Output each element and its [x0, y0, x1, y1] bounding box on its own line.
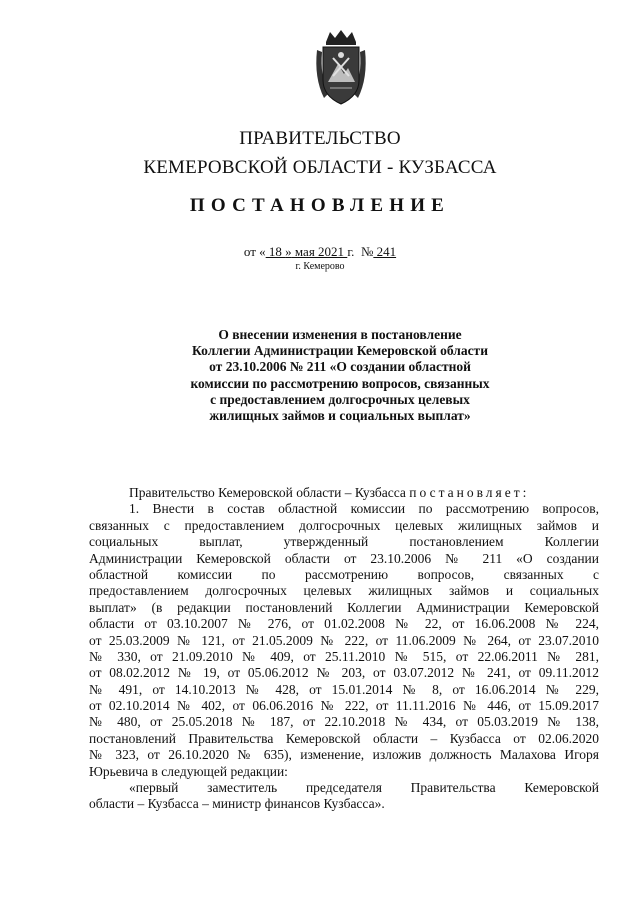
government-title-line2: КЕМЕРОВСКОЙ ОБЛАСТИ - КУЗБАССА: [143, 157, 497, 178]
intro-text: Правительство Кемеровской области – Кузбасса: [129, 485, 410, 500]
body-line: № 330, от 21.09.2010 № 409, от 25.11.2010 № 515, от 22.06.2011 № 281,: [89, 648, 599, 664]
quote-line: «первый заместитель председателя Правительства Кемеровской: [129, 780, 599, 796]
intro-spaced-verb: постановляет:: [409, 485, 530, 500]
date-prefix: от «: [243, 244, 266, 259]
document-body: [89, 485, 599, 813]
city-label: г. Кемерово: [295, 261, 345, 272]
kemerovo-coat-of-arms-icon: [312, 28, 370, 110]
document-number: 241: [373, 244, 397, 259]
body-line: областной комиссии по рассмотрению вопросов, связанных с: [89, 566, 599, 582]
title-line: от 23.10.2006 № 211 «О создании областной: [209, 359, 471, 375]
body-line: Юрьевича в следующей редакции:: [89, 763, 288, 779]
quote-line: области – Кузбасса – министр финансов Кузбасса».: [89, 796, 385, 812]
body-line: № 480, от 25.05.2018 № 187, от 22.10.2018 № 434, от 05.03.2019 № 138,: [89, 714, 599, 730]
date-number-line: [0, 244, 640, 260]
title-line: О внесении изменения в постановление: [218, 327, 462, 342]
body-line: № 491, от 14.10.2013 № 428, от 15.01.2014 № 8, от 16.06.2014 № 229,: [89, 681, 599, 697]
body-line: социальных выплат, утвержденный постановлением Коллегии: [89, 534, 599, 550]
government-title-line1: ПРАВИТЕЛЬСТВО: [239, 128, 401, 149]
document-type-heading: ПОСТАНОВЛЕНИЕ: [189, 195, 451, 216]
date-month-year: мая 2021: [291, 244, 348, 259]
body-line: выплат» (в редакции постановлений Коллегии Администрации Кемеровской: [89, 599, 599, 615]
body-line: постановлений Правительства Кемеровской области – Кузбасса от 02.06.2020: [89, 730, 599, 746]
title-line: Коллегии Администрации Кемеровской области: [192, 343, 488, 359]
document-title: [150, 327, 530, 424]
title-line: комиссии по рассмотрению вопросов, связанных: [190, 375, 490, 391]
date-year-suffix: г.: [347, 244, 355, 259]
body-line: Администрации Кемеровской области от 23.10.2006 № 211 «О создании: [89, 550, 599, 566]
body-line: области от 03.10.2007 № 276, от 01.02.2008 № 22, от 16.06.2008 № 224,: [89, 616, 599, 632]
body-line: предоставлением долгосрочных целевых жилищных займов и социальных: [89, 583, 599, 599]
date-day: 18: [265, 244, 286, 259]
body-line: от 08.02.2012 № 19, от 05.06.2012 № 203, от 03.07.2012 № 241, от 09.11.2012: [89, 665, 599, 681]
number-label: №: [360, 244, 374, 259]
body-line: от 25.03.2009 № 121, от 21.05.2009 № 222, от 11.06.2009 № 264, от 23.07.2010: [89, 632, 599, 648]
intro-line: [89, 485, 599, 501]
body-line: связанных с предоставлением долгосрочных целевых жилищных займов и: [89, 517, 599, 533]
date-mid: »: [285, 244, 292, 259]
body-line: от 02.10.2014 № 402, от 06.06.2016 № 222, от 11.11.2016 № 446, от 15.09.2017: [89, 698, 599, 714]
body-line: 1. Внести в состав областной комиссии по рассмотрению вопросов,: [129, 501, 599, 517]
title-line: с предоставлением долгосрочных целевых: [210, 391, 470, 407]
body-line: № 323, от 26.10.2020 № 635), изменение, изложив должность Малахова Игоря: [89, 747, 599, 763]
title-line: жилищных займов и социальных выплат»: [209, 408, 471, 424]
